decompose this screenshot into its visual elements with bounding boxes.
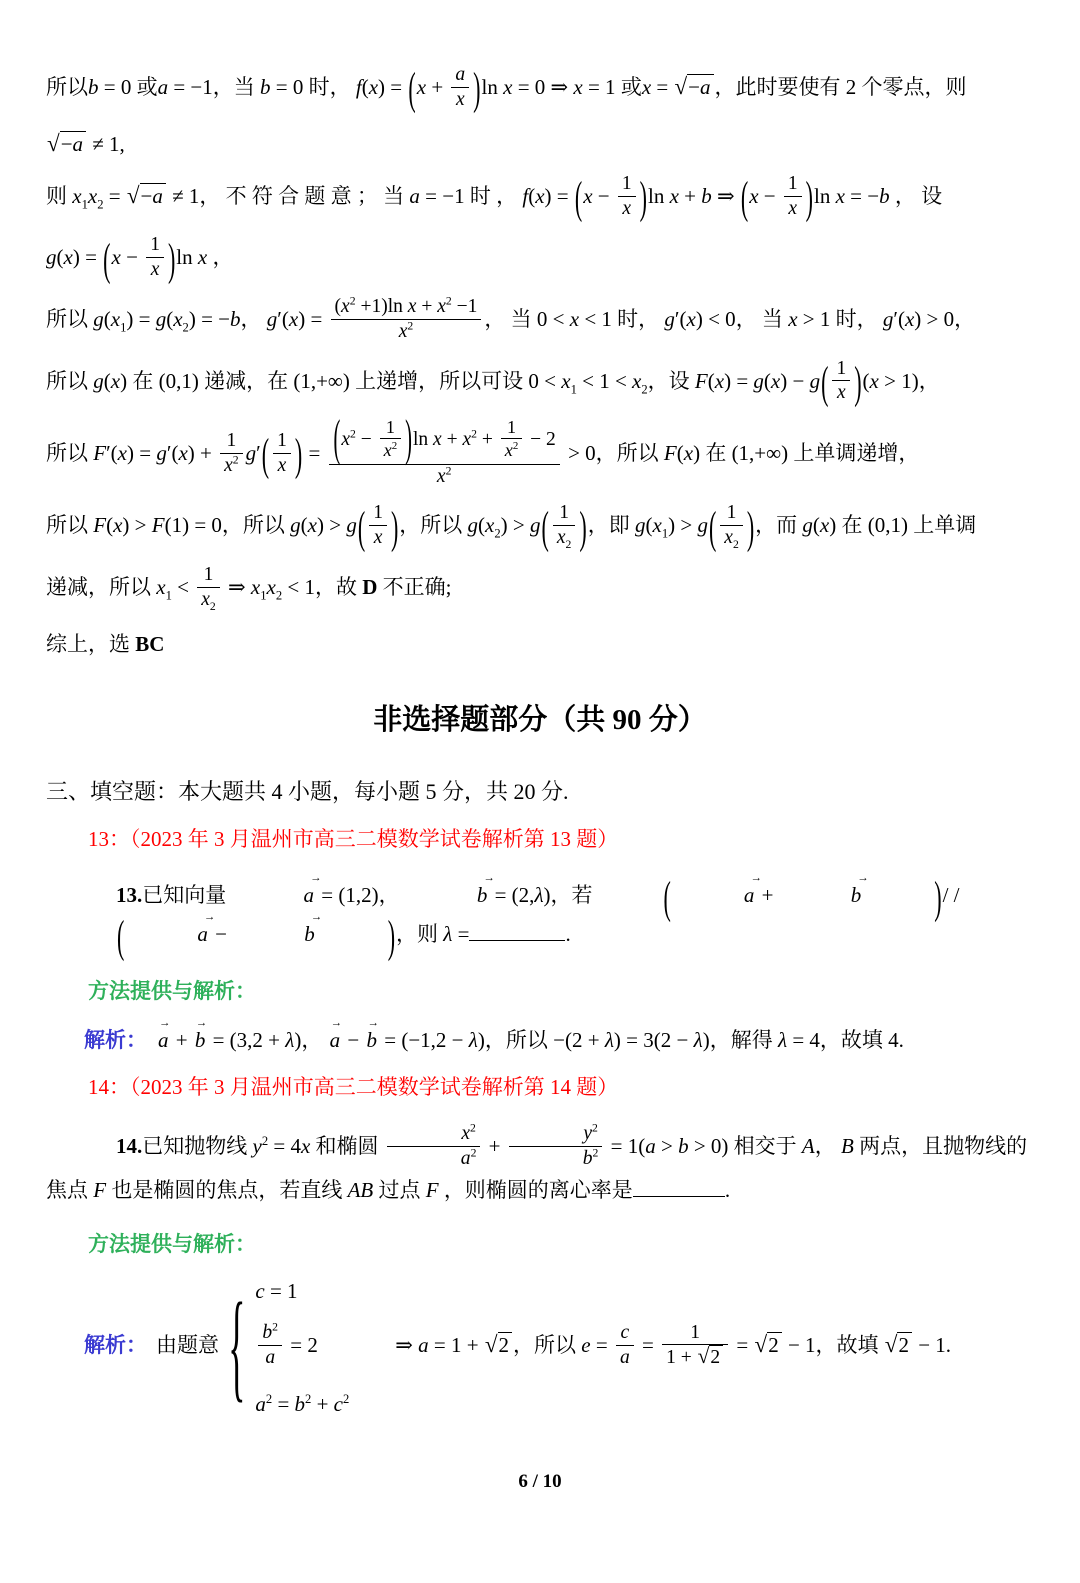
solution-line-1: 所以b = 0 或a = −1，当 b = 0 时， f(x) = (x + $\frac{a}{x}$ )ln x = 0 ⇒ x = 1 或x = √ −a ，此时要使有 2 个零点，则 bbox=[46, 62, 967, 115]
solution-line-5: 所以 $g(x_1) = g(x_2) = -b$， g′(x) = $\frac{(x^2 +1)\ln x + x^2 -1}{x^2}$ ， 当 0 < x < 1 时， g′(x) < 0， 当 x > 1 时， g′(x) > 0， bbox=[46, 294, 976, 342]
solution-line-9: 递减，所以 $x_1$ < $\frac{1}{x_2}$ ⇒ $x_1x_2 < 1$，故 D 不正确; bbox=[46, 564, 452, 613]
vector-arrow-symbol: → a bbox=[329, 1017, 343, 1053]
solution-13: 解析： → a + → b = (3,2 + λ)， → a − → b = (−1,2 − λ)，所以 −(2 + λ) = 3(2 − λ)，解得 λ = 4，故填 4. bbox=[84, 1021, 1034, 1057]
method-label-13: 方法提供与解析： bbox=[88, 979, 256, 1004]
vector-arrow-symbol: → a bbox=[158, 1017, 171, 1053]
answer-blank bbox=[633, 1176, 725, 1197]
section-heading: 非选择题部分（共 90 分） bbox=[373, 703, 707, 736]
solution-line-8: 所以 F(x) > F(1) = 0，所以 g(x) > g( $\frac{1}{x}$ )，所以 $g(x_2) > g$( $\frac{1}{x_2}$ )，即 $g(x_1) > g$( $\frac{1}{x_2}$ )，而 g(x) 在 (0,1) 上单调 bbox=[46, 501, 977, 553]
solution-line-7: 所以 F′(x) = g′(x) + $\frac{1}{x^2}$ g′( $\frac{1}{x}$ ) = ($x^2$ − $\frac{1}{x^2}$ )ln $x + x^2$ + $\frac{1}{x^2}$ − 2 $x^2$ > 0，所以 F(x) 在 (1,+∞) 上单调递增， bbox=[46, 412, 920, 487]
solution-line-10: 综上，选 BC bbox=[46, 631, 165, 656]
vector-arrow-symbol: → a bbox=[303, 872, 322, 908]
source-line-14: 14：（2023 年 3 月温州市高三二模数学试卷解析第 14 题） bbox=[88, 1075, 619, 1100]
solution-line-3: 则 $x_1x_2$ = √ −a ≠ 1， 不 符 合 题 意 ； 当 a = −1 时 ， f(x) = (x − $\frac{1}{x}$ )ln x + b ⇒ (x − $\frac{1}{x}$ )ln x = −b ， 设 bbox=[46, 171, 943, 223]
problem-13: 13.已知向量 → a = (1,2)， → b = (2,λ)，若 ( → a + → b )/ /( → a − → b )，则 λ = . bbox=[116, 871, 960, 962]
vector-arrow-symbol: → a bbox=[197, 911, 216, 947]
vector-arrow-symbol: → b bbox=[194, 1017, 208, 1053]
solution-line-4: g(x) = (x − $\frac{1}{x}$ )ln x ， bbox=[46, 233, 234, 285]
source-line-13: 13：（2023 年 3 月温州市高三二模数学试卷解析第 13 题） bbox=[88, 827, 619, 852]
vector-arrow-symbol: → b bbox=[476, 872, 495, 908]
page-number: 6 / 10 bbox=[518, 1470, 562, 1492]
section-intro: 三、填空题：本大题共 4 小题，每小题 5 分，共 20 分. bbox=[46, 778, 569, 804]
problem-14: 14.已知抛物线 $y^2 = 4x$ 和椭圆 $\frac{x^2}{a^2}$ + $\frac{y^2}{b^2}$ = 1(a > b > 0) 相交于 A， B 两点，且抛物线的焦点 F 也是椭圆的焦点，若直线 AB 过点 F ，则椭圆的离心率是 . bbox=[46, 1121, 1028, 1203]
solution-line-2: √ −a ≠ 1, bbox=[47, 129, 125, 156]
solution-lead-label: 解析： bbox=[84, 1333, 147, 1358]
solution-line-6: 所以 g(x) 在 (0,1) 递减，在 (1,+∞) 上递增，所以可设 $0 < x_1 < 1 < x_2$，设 F(x) = g(x) − g( $\frac{1}{x}$ )(x > 1)， bbox=[46, 356, 940, 408]
vector-arrow-symbol: → b bbox=[850, 872, 869, 908]
solution-lead-label: 解析： bbox=[84, 1028, 147, 1053]
method-label-14: 方法提供与解析： bbox=[88, 1232, 256, 1257]
vector-arrow-symbol: → a bbox=[743, 872, 762, 908]
solution-14: 解析： 由题意 { c = 1 $\frac{b^2}{a}$ = 2 $a^2 = b^2 + c^2$ ⇒ a = 1 + √ 2 ，所以 e = $\frac{c}{a}$ = 1 1 + √ 2 = √ 2 − 1，故填 √ 2 − 1. bbox=[84, 1276, 952, 1416]
vector-arrow-symbol: → b bbox=[366, 1017, 379, 1053]
vector-arrow-symbol: → b bbox=[304, 911, 323, 947]
document-body bbox=[46, 62, 1034, 1421]
answer-blank bbox=[469, 920, 565, 941]
